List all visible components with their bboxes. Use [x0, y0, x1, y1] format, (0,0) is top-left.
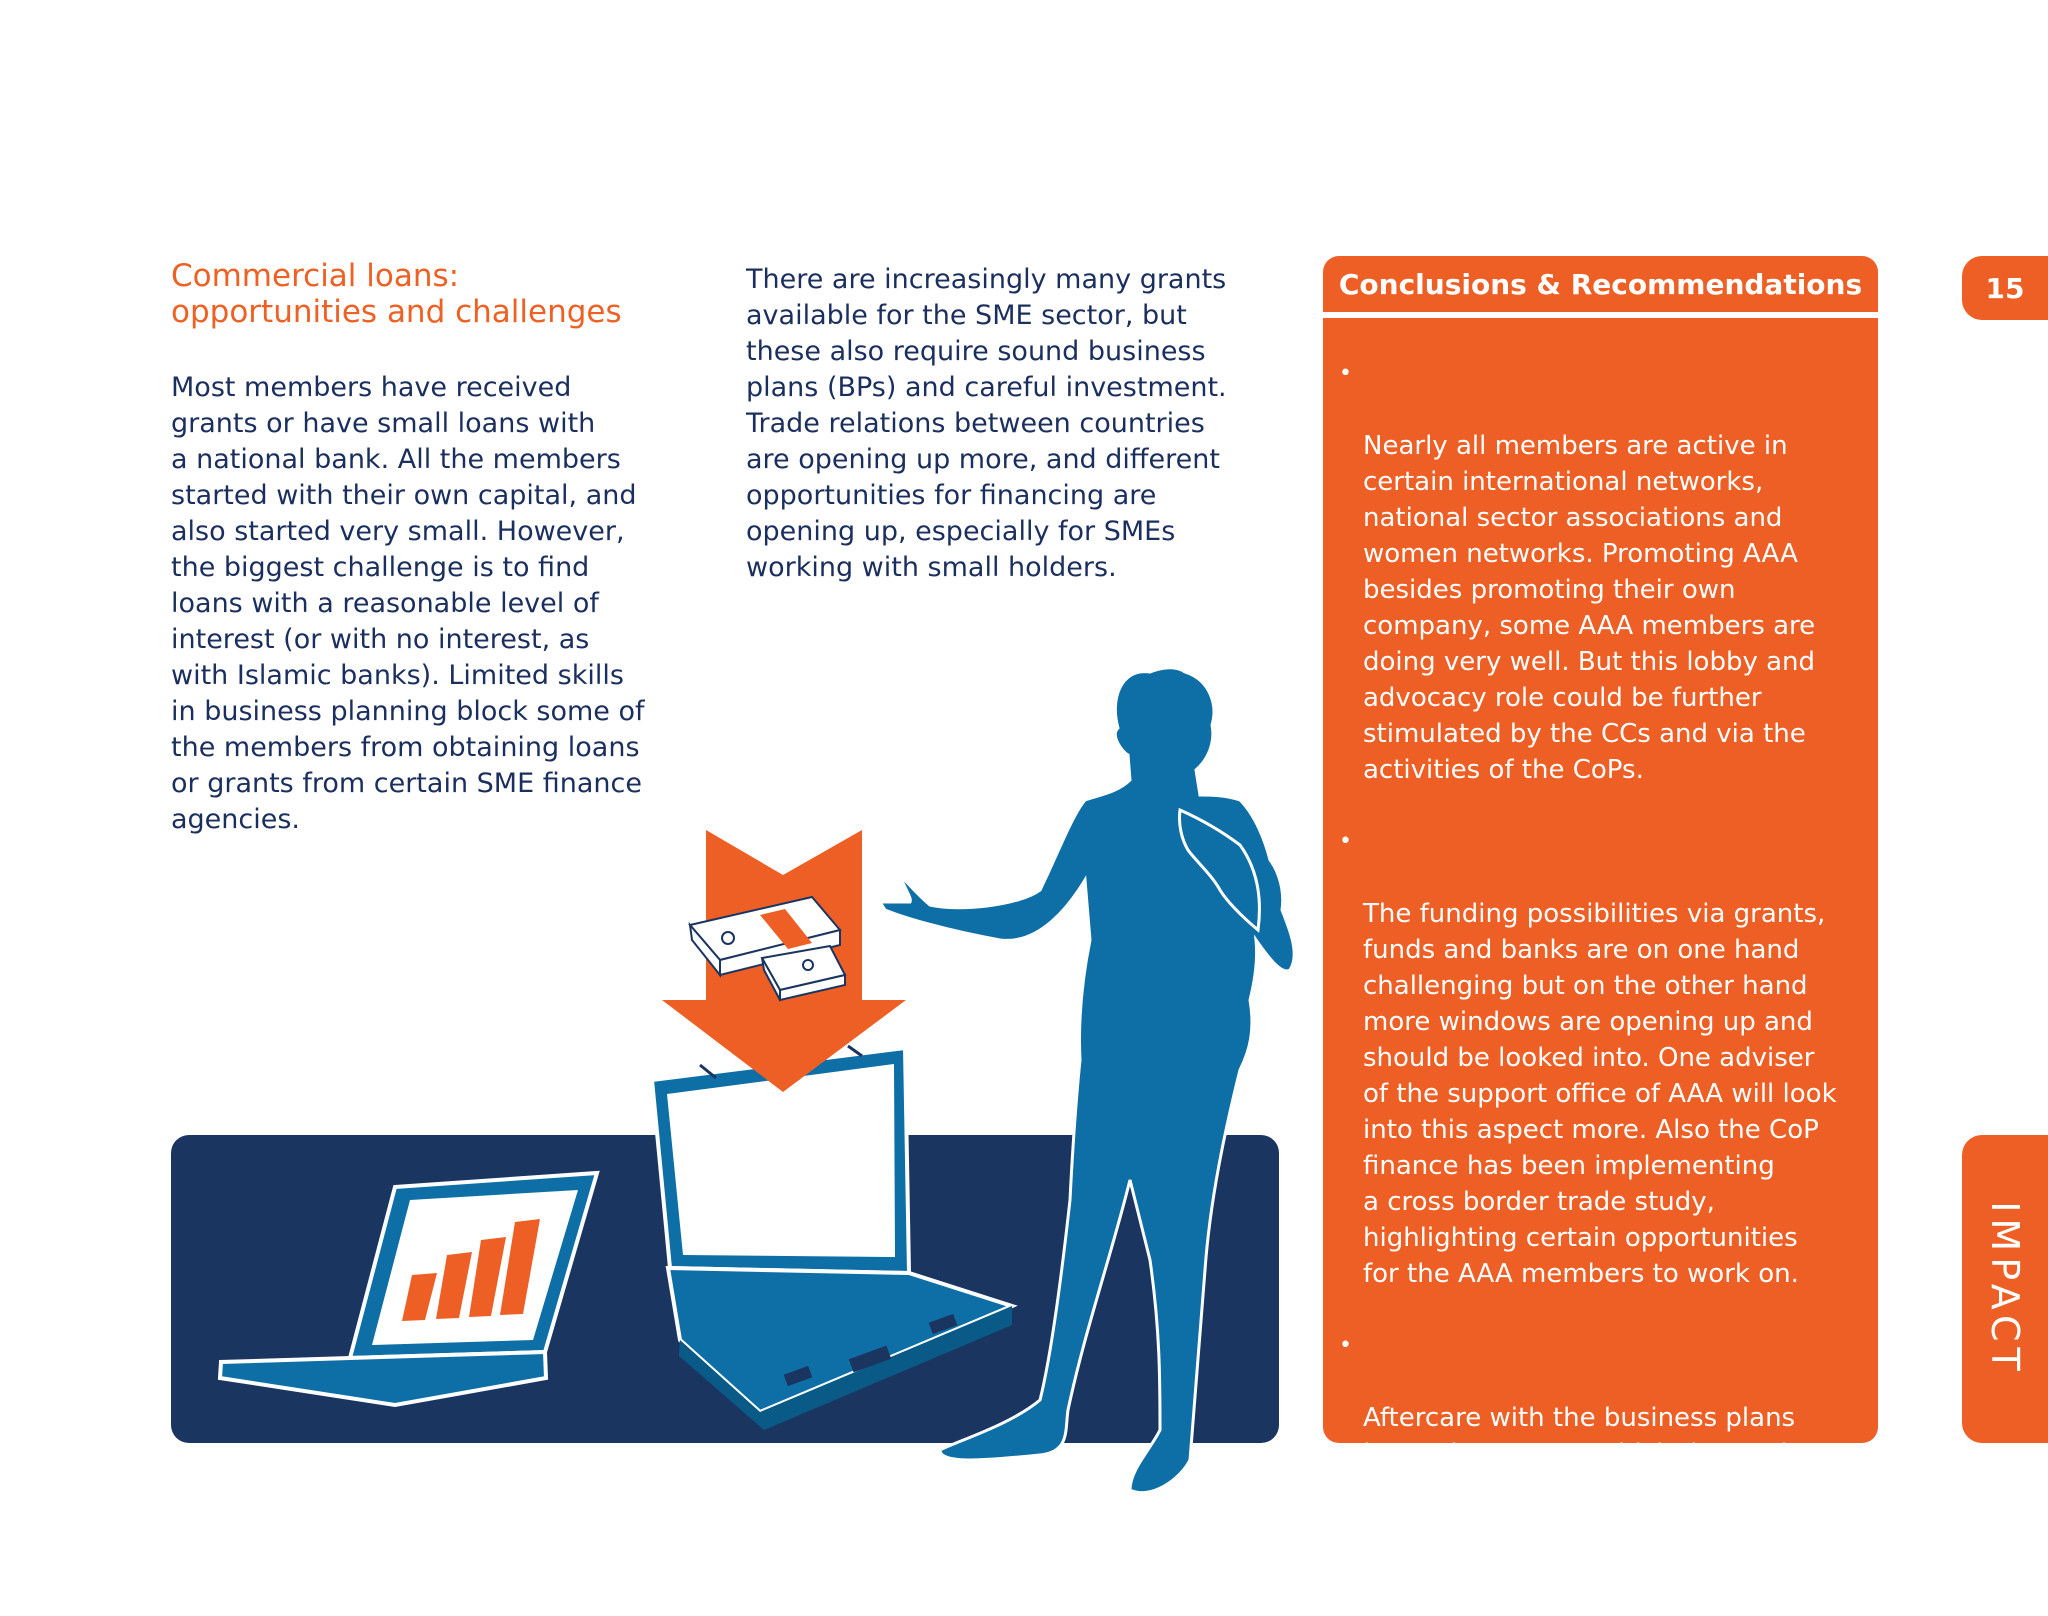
- bullet-icon: •: [1339, 361, 1352, 386]
- conclusions-list: [1323, 356, 1878, 1616]
- bullet-icon: •: [1339, 829, 1352, 854]
- section-tab: [1962, 1135, 2048, 1443]
- conclusions-panel: [1323, 256, 1878, 1577]
- list-item: [1323, 1328, 1878, 1580]
- section-label: IMPACT: [1983, 1201, 2027, 1377]
- bullet-icon: •: [1339, 1333, 1352, 1358]
- conclusions-title: Conclusions & Recommendations: [1338, 267, 1863, 301]
- list-item-text: Nearly all members are active in certain international networks, national sector associations and women networks. Promoting AAA besides promoting their own company, some AAA members are doing very well. But this lobby and advocacy role could be further stimulated by the CCs and via the activities of the CoPs.: [1363, 431, 1816, 785]
- list-item: [1323, 356, 1878, 788]
- middle-paragraph: There are increasingly many grants available for the SME sector, but these also require sound business plans (BPs) and careful investment. Trade relations between countries are opening up more, and different opportunities for financing are opening up, especially for SMEs working with small holders.: [746, 264, 1227, 583]
- title-divider: [1323, 312, 1878, 318]
- page-number-tab: 15: [1962, 256, 2048, 320]
- list-item-text: Aftercare with the business plans is another aspect which demands some focus, taken into account the implementation of the business plans after having obtained a loan.: [1363, 1403, 1822, 1577]
- section-heading: Commercial loans: opportunities and challenges: [171, 258, 622, 330]
- list-item: [1323, 824, 1878, 1292]
- left-paragraph: Most members have received grants or have small loans with a national bank. All the members started with their own capital, and also started very small. However, the biggest challenge is to find loans with a reasonable level of interest (or with no interest, as with Islamic banks). Limited skills in business planning block some of the members from obtaining loans or grants from certain SME finance agencies.: [171, 372, 645, 835]
- list-item-text: The funding possibilities via grants, funds and banks are on one hand challenging but on the other hand more windows are opening up and should be looked into. One adviser of the support office of AAA will look into this aspect more. Also the CoP finance has been implementing a cross border trade study, highlighting certain opportunities for the AAA members to work on.: [1363, 899, 1837, 1289]
